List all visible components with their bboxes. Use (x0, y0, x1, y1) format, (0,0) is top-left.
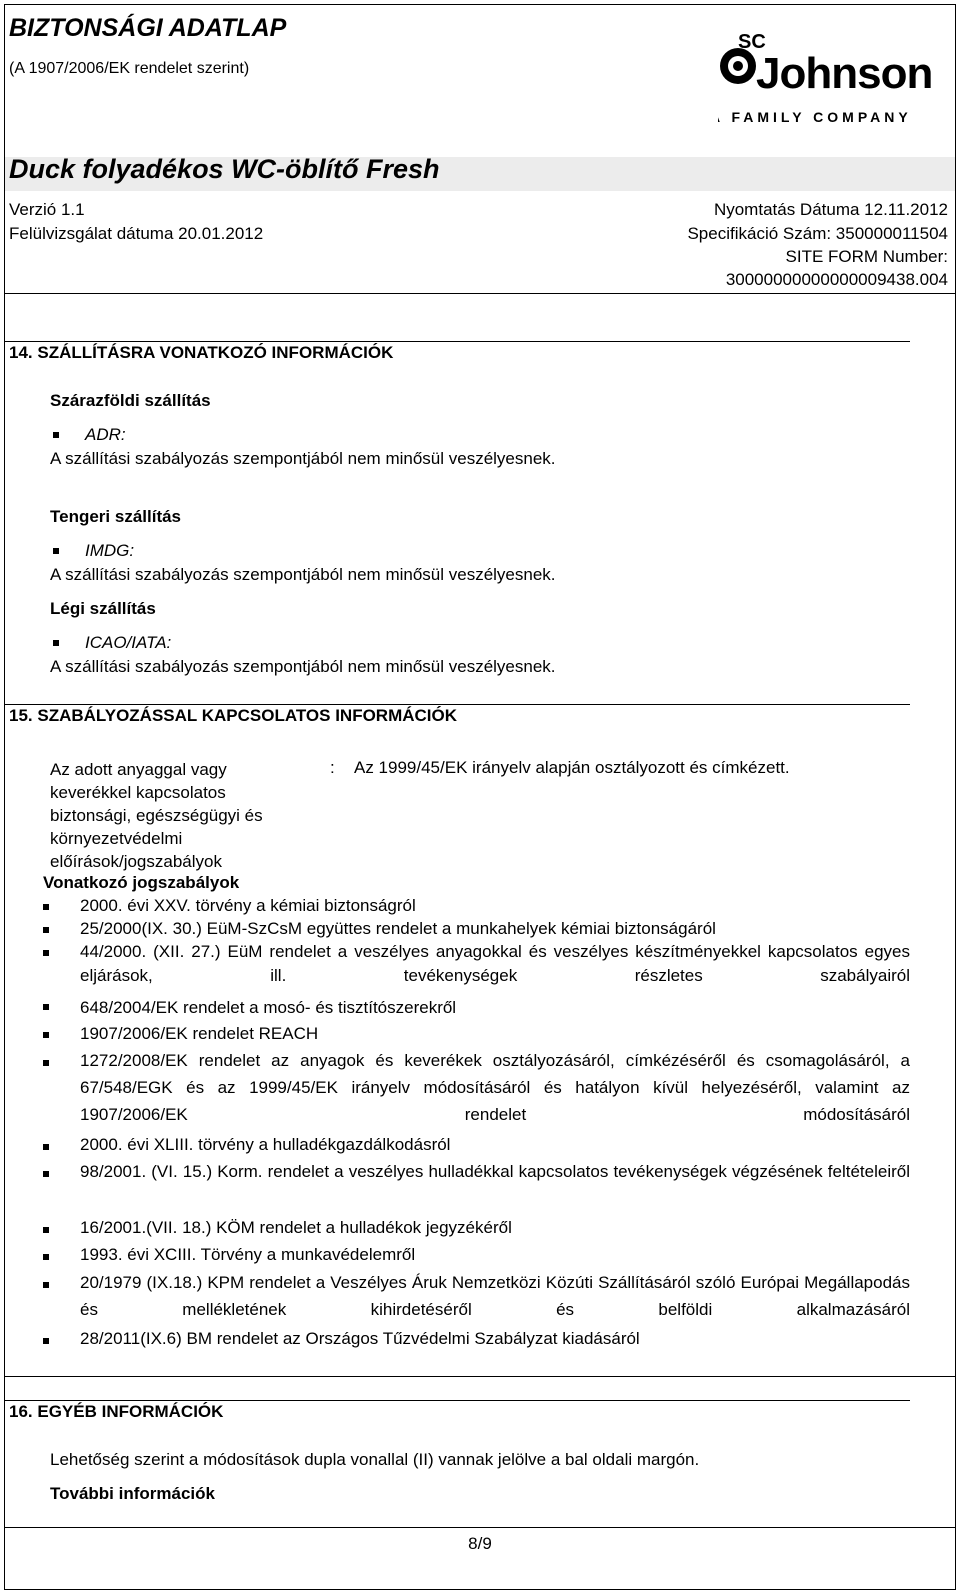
bullet-icon (43, 1254, 49, 1260)
print-date: Nyomtatás Dátuma 12.11.2012 (713, 200, 948, 219)
revision-date: Felülvizsgálat dátuma 20.01.2012 (9, 224, 264, 243)
bullet-icon (53, 548, 59, 554)
product-title: Duck folyadékos WC-öblítő Fresh (9, 154, 440, 184)
section14-heading: 14. SZÁLLÍTÁSRA VONATKOZÓ INFORMÁCIÓK (9, 343, 394, 362)
law-item: 28/2011(IX.6) BM rendelet az Országos Tűzvédelmi Szabályzat kiadásáról (80, 1329, 640, 1348)
header-divider (5, 293, 955, 294)
logo-johnson: Johnson (756, 49, 933, 98)
spec-number: Specifikáció Szám: 350000011504 (687, 224, 948, 243)
bullet-icon (43, 1171, 49, 1177)
regulation-label-line: előírások/jogszabályok (50, 852, 222, 871)
air-transport-heading: Légi szállítás (50, 599, 156, 618)
site-form-label: SITE FORM Number: (785, 247, 948, 266)
document-subtitle: (A 1907/2006/EK rendelet szerint) (9, 60, 250, 77)
bullet-icon (43, 904, 49, 910)
law-item: 16/2001.(VII. 18.) KÖM rendelet a hulladékok jegyzékéről (80, 1218, 512, 1237)
bullet-icon (43, 1032, 49, 1038)
version: Verzió 1.1 (9, 200, 85, 219)
bullet-icon (43, 1282, 49, 1288)
icao-label: ICAO/IATA: (85, 633, 172, 652)
law-item: 98/2001. (VI. 15.) Korm. rendelet a veszélyes hulladékkal kapcsolatos tevékenységek végzésének feltételeiről (80, 1162, 910, 1181)
section14-rule (5, 341, 910, 342)
regulation-label (50, 758, 310, 873)
bullet-icon (43, 1227, 49, 1233)
law-item: 44/2000. (XII. 27.) EüM rendelet a veszélyes anyagokkal és veszélyes készítményekkel kapcsolatos egyes eljárások, ill. tevékenységek részletes szabályairól (80, 942, 910, 985)
changes-note: Lehetőség szerint a módosítások dupla vonallal (II) vannak jelölve a bal oldali margón. (50, 1450, 700, 1469)
section15-end-divider (5, 1376, 955, 1377)
law-item: 1907/2006/EK rendelet REACH (80, 1024, 319, 1043)
bullet-icon (43, 1004, 49, 1010)
bullet-icon (43, 1338, 49, 1344)
imdg-label: IMDG: (85, 541, 135, 560)
regulation-colon: : (330, 758, 335, 777)
law-item: 2000. évi XXV. törvény a kémiai biztonságról (80, 896, 416, 915)
regulation-label-line: keverékkel kapcsolatos (50, 783, 226, 802)
more-info-heading: További információk (50, 1484, 215, 1503)
bullet-icon (43, 950, 49, 956)
bullet-icon (53, 432, 59, 438)
bullet-icon (43, 1060, 49, 1066)
footer-divider (5, 1527, 955, 1528)
sea-transport-heading: Tengeri szállítás (50, 507, 182, 526)
regulation-label-line: Az adott anyaggal vagy (50, 760, 227, 779)
law-item: 1272/2008/EK rendelet az anyagok és keverékek osztályozásáról, címkézéséről és csomagolásáról, a 67/548/EGK és az 1999/45/EK irányelv módosításáról és hatályon kívül helyezéséről, valamint az 1907/2006/EK rendelet módosításáról (80, 1051, 910, 1124)
section15-rule (5, 704, 910, 705)
section16-heading: 16. EGYÉB INFORMÁCIÓK (9, 1402, 224, 1421)
page-number: 8/9 (468, 1534, 492, 1553)
logo-sc: SC (738, 31, 766, 53)
bullet-icon (43, 1144, 49, 1150)
law-item: 1993. évi XCIII. Törvény a munkavédelemről (80, 1245, 416, 1264)
imdg-text: A szállítási szabályozás szempontjából nem minősül veszélyesnek. (50, 565, 556, 584)
law-item: 20/1979 (IX.18.) KPM rendelet a Veszélyes Áruk Nemzetközi Közúti Szállításáról szóló Európai Megállapodás és mellékletének kihirdetéséről és belföldi alkalmazásáról (80, 1273, 910, 1319)
regulation-label-line: biztonsági, egészségügyi és (50, 806, 263, 825)
law-item: 25/2000(IX. 30.) EüM-SzCsM együttes rendelet a munkahelyek kémiai biztonságáról (80, 919, 716, 938)
adr-text: A szállítási szabályozás szempontjából nem minősül veszélyesnek. (50, 449, 556, 468)
section16-rule (5, 1400, 910, 1401)
bullet-icon (43, 927, 49, 933)
site-form-number: 30000000000000009438.004 (725, 270, 948, 289)
land-transport-heading: Szárazföldi szállítás (50, 391, 211, 410)
law-item: 2000. évi XLIII. törvény a hulladékgazdálkodásról (80, 1135, 451, 1154)
icao-text: A szállítási szabályozás szempontjából nem minősül veszélyesnek. (50, 657, 556, 676)
scjohnson-logo (718, 30, 938, 126)
regulation-label-line: környezetvédelmi (50, 829, 183, 848)
bullet-icon (53, 640, 59, 646)
logo-tagline: A FAMILY COMPANY (718, 109, 912, 125)
law-item: 648/2004/EK rendelet a mosó- és tisztítószerekről (80, 998, 457, 1017)
document-title: BIZTONSÁGI ADATLAP (9, 14, 287, 42)
adr-label: ADR: (85, 425, 126, 444)
section15-heading: 15. SZABÁLYOZÁSSAL KAPCSOLATOS INFORMÁCIÓK (9, 706, 458, 725)
related-laws-heading: Vonatkozó jogszabályok (43, 873, 240, 892)
regulation-value: Az 1999/45/EK irányelv alapján osztályozott és címkézett. (354, 758, 790, 777)
